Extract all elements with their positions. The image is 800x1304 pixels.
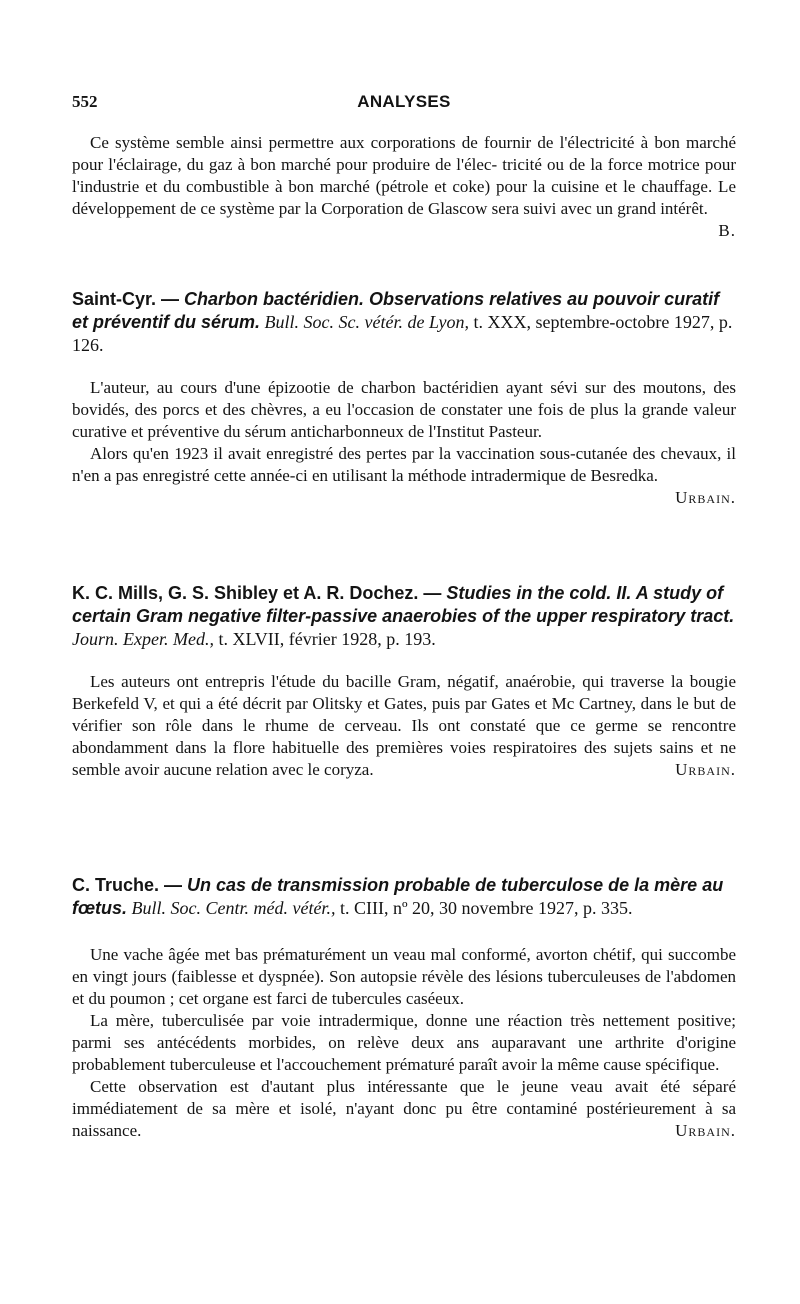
page-header bbox=[72, 92, 736, 116]
running-title: ANALYSES bbox=[357, 92, 451, 111]
entry-title: Charbon bactéridien. Observations relatives au pouvoir curatif et préventif du sérum. bbox=[72, 289, 720, 332]
intro-section bbox=[72, 132, 736, 242]
entry-authors: Saint-Cyr. — bbox=[72, 289, 185, 309]
entry-citation: t. XLVII, février 1928, p. 193. bbox=[213, 629, 436, 649]
review-entry-saint-cyr bbox=[72, 288, 736, 509]
entry-paragraph-text: Les auteurs ont entrepris l'étude du bacille Gram, négatif, anaérobie, qui traverse la bougie Berkefeld V, et qui a été décrit par Olitsky et Gates, puis par Gates et Mc Cartney, dans le but de vérifier son rôle dans le rhume de cerveau. Ils ont constaté que ce germe se rencontre abondamment dans la flore habituelle des premières voies respiratoires des sujets sains et ne semble avoir aucune relation avec le coryza. bbox=[72, 672, 736, 779]
entry-paragraph: L'auteur, au cours d'une épizootie de charbon bactéridien ayant sévi sur des moutons, des bovidés, des porcs et des chèvres, a eu l'occasion de constater une fois de plus la grande valeur curative et préventive du sérum anticharbonneux de l'Institut Pasteur. bbox=[72, 378, 736, 441]
entry-signature: Urbain. bbox=[675, 1121, 736, 1140]
review-entry-truche bbox=[72, 874, 736, 1142]
entry-authors: K. C. Mills, G. S. Shibley et A. R. Dochez. — bbox=[72, 583, 447, 603]
entry-journal: Journ. Exper. Med., bbox=[72, 629, 214, 649]
intro-paragraph bbox=[72, 132, 737, 240]
entry-title: Studies in the cold. II. A study of certain Gram negative filter-passive anaerobies of the upper respiratory tract. bbox=[72, 583, 735, 626]
intro-line: tricité ou de la force motrice pour l'industrie et du combustible à bon marché bbox=[72, 155, 736, 196]
entry-body bbox=[72, 671, 736, 781]
entry-paragraph-text: Cette observation est d'autant plus intéressante que le jeune veau avait été séparé immédiatement de sa mère et isolé, n'ayant donc pu être contaminé postérieurement à sa naissance. bbox=[72, 1077, 736, 1140]
intro-line: (pétrole et coke) pour la cuisine et le chauffage. Le développement de ce système bbox=[72, 177, 736, 218]
entry-authors: C. Truche. — bbox=[72, 875, 188, 895]
entry-paragraph-text: Alors qu'en 1923 il avait enregistré des pertes par la vaccination sous-cutanée des chevaux, il n'en a pas enregistré cette année-ci en utilisant la méthode intradermique de Besredka. bbox=[72, 444, 736, 485]
intro-line: Ce système semble ainsi permettre aux corporations de fournir de l'électricité bbox=[90, 133, 635, 152]
intro-line: par la Corporation de Glascow sera suivi avec un grand intérêt. bbox=[278, 199, 708, 218]
entry-citation: t. XXX, septembre-octobre 1927, p. 126. bbox=[72, 312, 733, 355]
entry-signature: Urbain. bbox=[675, 488, 736, 507]
intro-line: à bon marché pour l'éclairage, du gaz à bon marché pour produire de l'élec- bbox=[72, 133, 737, 174]
entry-title: Un cas de transmission probable de tuberculose de la mère au fœtus. bbox=[72, 875, 724, 918]
review-entry-mills bbox=[72, 582, 736, 781]
entry-paragraph bbox=[72, 671, 736, 781]
entry-paragraph: La mère, tuberculisée par voie intradermique, donne une réaction très nettement positive; parmi ses antécédents morbides, on relève deux ans auparavant une arthrite d'origine probablement tuberculeuse et l'accouchement prématuré paraît avoir la même cause spécifique. bbox=[72, 1011, 736, 1074]
entry-paragraph: Une vache âgée met bas prématurément un veau mal conformé, avorton chétif, qui succombe en vingt jours (faiblesse et dyspnée). Son autopsie révèle des lésions tuberculeuses de l'abdomen et du poumon ; cet organe est farci de tubercules caséeux. bbox=[72, 945, 736, 1008]
entry-journal: Bull. Soc. Centr. méd. vétér., bbox=[126, 898, 336, 918]
entry-paragraph bbox=[72, 443, 736, 507]
intro-signature: B. bbox=[718, 221, 736, 240]
page-number: 552 bbox=[72, 92, 98, 111]
entry-body bbox=[72, 377, 736, 507]
entry-heading bbox=[72, 874, 736, 920]
entry-body bbox=[72, 944, 736, 1142]
entry-journal: Bull. Soc. Sc. vétér. de Lyon, bbox=[260, 312, 469, 332]
entry-signature: Urbain. bbox=[675, 760, 736, 779]
entry-heading bbox=[72, 288, 736, 357]
entry-paragraph bbox=[72, 1076, 736, 1142]
entry-citation: t. CIII, nº 20, 30 novembre 1927, p. 335. bbox=[335, 898, 633, 918]
entry-heading bbox=[72, 582, 736, 651]
